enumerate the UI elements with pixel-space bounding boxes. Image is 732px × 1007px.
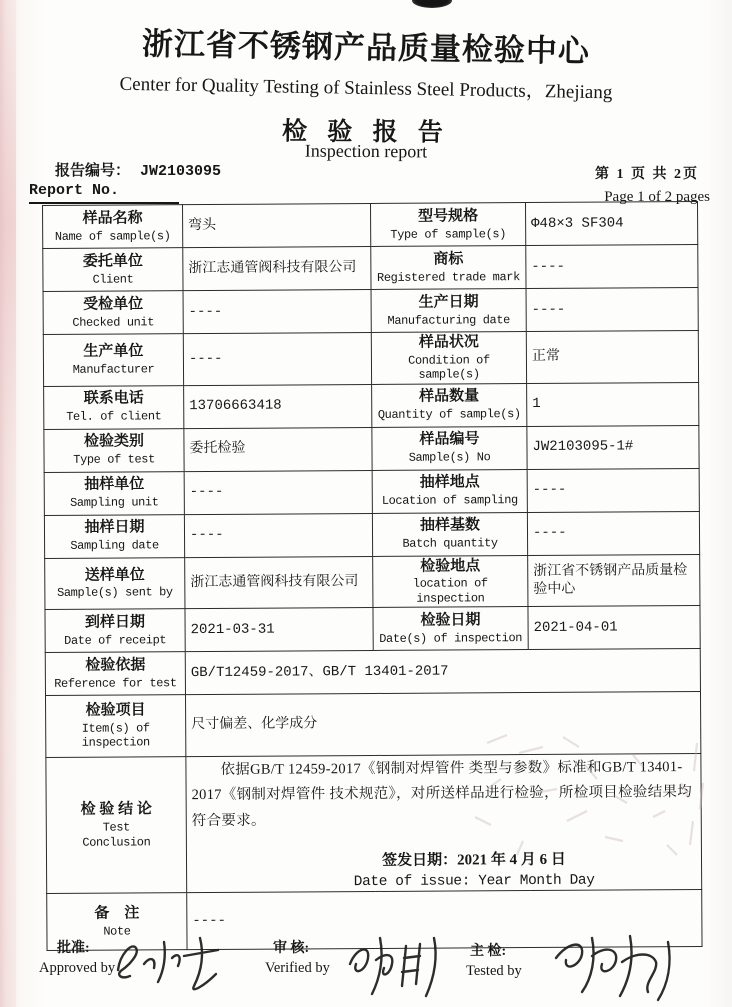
field-label-cn: 抽样单位 (84, 476, 145, 494)
field-label-en: Manufacturing date (387, 312, 510, 328)
value-cell: 浙江省不锈钢产品质量检验中心 (528, 554, 700, 607)
verified-signature-handwriting (342, 930, 457, 1002)
label-cell (43, 205, 183, 249)
value-cell: 尺寸偏差、化学成分 (185, 692, 700, 757)
field-label-cn: 检验日期 (420, 612, 481, 629)
tested-signature-handwriting (548, 930, 703, 1006)
field-label-cn: 型号规格 (418, 208, 479, 225)
field-label-cn: 检验项目 (85, 702, 146, 720)
field-label-cn: 生产单位 (83, 343, 144, 360)
label-cell (44, 514, 184, 558)
field-label-en: Location of sampling (381, 493, 518, 509)
field-label-cn: 检验地点 (420, 557, 481, 575)
row-checked-unit (43, 287, 698, 334)
label-cell (371, 289, 526, 333)
org-title-en: Center for Quality Testing of Stainless Steel Products，Zhejiang (119, 73, 613, 104)
report-number-label-en: Report No. (29, 182, 179, 204)
report-title-cn: 检 验 报 告 (281, 118, 450, 147)
approved-label-en: Approved by (39, 960, 116, 976)
field-label-cn: 商标 (433, 251, 464, 268)
field-label-en: Name of sample(s) (54, 228, 171, 244)
value-cell: ---- (184, 470, 372, 514)
value-cell: ---- (183, 289, 371, 333)
field-label-cn: 到样日期 (84, 614, 146, 631)
value-cell: 浙江志通管阀科技有限公司 (183, 246, 371, 290)
value-cell: 13706663418 (184, 384, 372, 428)
field-label-cn: 受检单位 (83, 296, 144, 313)
field-label-cn: 抽样基数 (419, 517, 481, 535)
label-cell (372, 383, 527, 427)
label-cell (373, 607, 528, 651)
value-cell: ---- (527, 511, 699, 555)
note-label-en: Note (103, 924, 131, 939)
field-label-en: Reference for test (54, 675, 177, 691)
field-label-en: Sample(s) sent by (57, 585, 173, 601)
label-cell (370, 203, 525, 247)
value-cell: 正常 (526, 330, 698, 383)
value-cell: GB/T12459-2017、GB/T 13401-2017 (185, 649, 700, 695)
field-label-cn: 样品数量 (419, 388, 480, 406)
value-cell: 委托检验 (184, 427, 372, 471)
page-indicator-en: Page 1 of 2 pages (604, 189, 710, 205)
row-type-of-test (44, 425, 699, 472)
label-cell (45, 652, 185, 696)
approved-signature-handwriting (110, 928, 235, 998)
field-label-en: Registered trade mark (376, 269, 520, 285)
field-label-cn: 样品状况 (418, 334, 479, 351)
value-cell: 弯头 (183, 203, 371, 247)
label-cell (372, 469, 527, 513)
value-cell: ---- (183, 332, 371, 385)
label-cell (372, 426, 527, 470)
field-label-en: Sample(s) No (408, 450, 491, 465)
field-label-cn: 检验依据 (85, 657, 146, 674)
value-cell: 2021-04-01 (528, 606, 700, 650)
label-cell (45, 695, 185, 758)
value-cell: 1 (527, 382, 699, 426)
row-sample-name (43, 201, 698, 248)
label-cell (43, 291, 183, 335)
issue-date-en: Date of issue: Year Month Day (353, 872, 595, 891)
value-cell: 2021-03-31 (185, 608, 373, 652)
issue-date-cn: 签发日期：2021 年 4 月 6 日 (382, 851, 566, 870)
tested-label-cn: 主 检: (470, 944, 507, 959)
label-cell (45, 557, 185, 609)
field-label-en: Sampling unit (70, 495, 159, 511)
field-label-cn: 样品编号 (419, 431, 480, 449)
tested-by-block (466, 940, 522, 980)
label-cell (371, 246, 526, 290)
row-sampling-date (44, 511, 699, 558)
field-label-cn: 送样单位 (84, 567, 145, 584)
label-cell (43, 334, 183, 386)
report-number-value: JW2103095 (140, 163, 222, 180)
field-label-cn: 委托单位 (82, 253, 143, 270)
conclusion-text: 依据GB/T 12459-2017《钢制对焊管件 类型与参数》标准和GB/T 13401-2017《钢制对焊管件 技术规范》，对所送样品进行检验，所检项目检验结果均符合要求。 (191, 759, 693, 829)
org-title-cn: 浙江省不锈钢产品质量检验中心 (141, 26, 591, 69)
label-cell (46, 757, 187, 894)
note-label-cn: 备 注 (94, 905, 140, 922)
verified-label-en: Verified by (265, 960, 330, 976)
field-label-cn: 联系电话 (83, 390, 144, 408)
report-number-line (55, 159, 221, 180)
field-label-en: location of inspection (412, 576, 488, 606)
field-label-en: Tel. of client (66, 409, 162, 425)
value-cell: Φ48×3 SF304 (525, 201, 697, 245)
value-cell: ---- (526, 244, 698, 288)
conclusion-label-en2: Conclusion (82, 835, 151, 850)
value-cell: JW2103095-1# (527, 425, 699, 469)
field-label-en: Date of receipt (64, 632, 167, 648)
label-cell (43, 248, 183, 292)
label-cell (44, 471, 184, 515)
field-label-cn: 抽样日期 (84, 519, 145, 537)
field-label-en: Manufacturer (72, 362, 155, 377)
label-cell (44, 428, 184, 472)
conclusion-label-cn: 检 验 结 论 (80, 801, 152, 818)
report-number-label-cn: 报告编号： (55, 163, 131, 179)
conclusion-label-en1: Test (102, 820, 130, 835)
approved-by-block (39, 937, 116, 977)
row-sent-by (45, 554, 700, 610)
label-cell (45, 609, 185, 653)
row-reference-for-test (45, 649, 700, 696)
field-label-en: Batch quantity (402, 536, 498, 552)
field-label-en: Checked unit (72, 314, 155, 330)
value-cell: ---- (526, 287, 698, 331)
field-label-cn: 检验类别 (83, 433, 144, 451)
label-cell (371, 332, 526, 384)
row-sampling-unit (44, 468, 699, 515)
field-label-cn: 抽样地点 (419, 474, 480, 492)
field-label-en: Condition of sample(s) (408, 353, 490, 382)
approved-label-cn: 批准: (57, 941, 90, 956)
field-label-en: Quantity of sample(s) (377, 407, 521, 423)
tested-label-en: Tested by (466, 963, 522, 979)
value-cell: ---- (187, 890, 702, 950)
field-label-cn: 生产日期 (418, 294, 479, 311)
field-label-en: Item(s) of inspection (81, 721, 150, 751)
value-cell: ---- (184, 513, 372, 557)
label-cell (373, 555, 528, 607)
value-cell: ---- (527, 468, 699, 512)
verified-by-block (265, 937, 330, 977)
value-cell: 浙江志通管阀科技有限公司 (185, 556, 373, 609)
label-cell (372, 512, 527, 556)
binder-hole-mark (412, 0, 452, 8)
row-manufacturer (43, 330, 698, 386)
faint-stamp-marks (435, 725, 720, 880)
row-tel-of-client (44, 382, 699, 429)
row-date-of-receipt (45, 606, 700, 653)
field-label-en: Type of sample(s) (390, 226, 507, 242)
row-client (43, 244, 698, 291)
field-label-en: Client (92, 272, 134, 287)
field-label-cn: 样品名称 (82, 210, 143, 227)
field-label-en: Date(s) of inspection (379, 630, 523, 646)
report-title-en: Inspection report (304, 140, 428, 162)
label-cell (44, 385, 184, 429)
field-label-en: Type of test (73, 452, 155, 468)
page-indicator-cn: 第 1 页 共 2页 (595, 167, 699, 182)
verified-label-cn: 审 核: (273, 941, 310, 956)
field-label-en: Sampling date (70, 538, 159, 554)
